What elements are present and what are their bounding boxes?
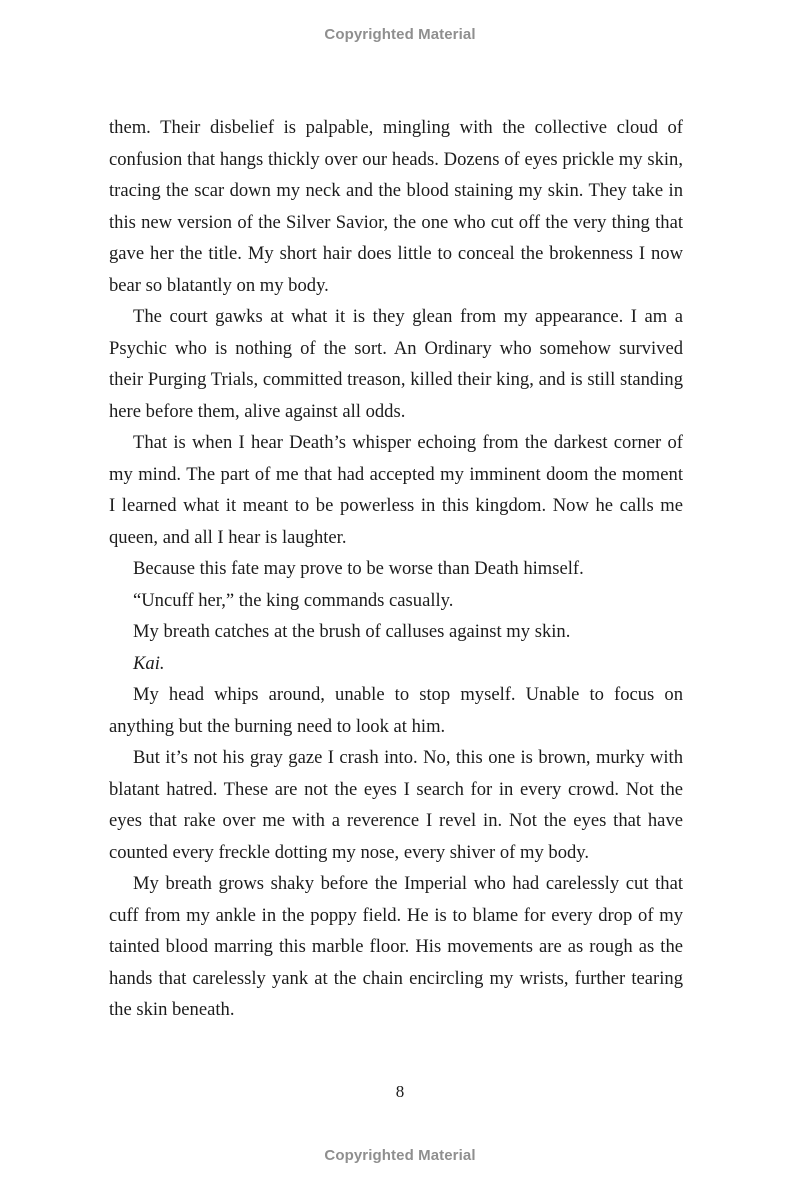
paragraph-8: My head whips around, unable to stop myself. Unable to focus on anything but the burning need to look at him. bbox=[109, 684, 683, 737]
copyright-watermark-bottom: Copyrighted Material bbox=[324, 1147, 476, 1164]
paragraph-10: My breath grows shaky before the Imperial who had carelessly cut that cuff from my ankle in the poppy field. He is to blame for every drop of my tainted blood marring this marble floor. His movements are as rough as the hands that carelessly yank at the chain encircling my wrists, further tearing the skin beneath. bbox=[109, 873, 683, 1020]
page-number: 8 bbox=[395, 1082, 405, 1101]
paragraph-3: That is when I hear Death’s whisper echoing from the darkest corner of my mind. The part of me that had accepted my imminent doom the moment I learned what it meant to be powerless in this kingdom. Now he calls me queen, and all I hear is laughter. bbox=[109, 432, 683, 548]
page-body-text bbox=[109, 112, 683, 1026]
copyright-watermark-top: Copyrighted Material bbox=[324, 26, 476, 43]
italic-name-kai: Kai. bbox=[133, 652, 165, 674]
paragraph-2: The court gawks at what it is they glean from my appearance. I am a Psychic who is nothing of the sort. An Ordinary who somehow survived their Purging Trials, committed treason, killed their king, and is still standing here before them, alive against all odds. bbox=[109, 306, 683, 422]
paragraph-5: “Uncuff her,” the king commands casually. bbox=[133, 589, 454, 611]
paragraph-9: But it’s not his gray gaze I crash into. No, this one is brown, murky with blatant hatred. These are not the eyes I search for in every crowd. Not the eyes that rake over me with a reverence I revel in. Not the eyes that have counted every freckle dotting my nose, every shiver of my body. bbox=[109, 747, 683, 863]
paragraph-7 bbox=[109, 648, 683, 680]
paragraph-4: Because this fate may prove to be worse than Death himself. bbox=[133, 558, 584, 579]
paragraph-6: My breath catches at the brush of calluses against my skin. bbox=[133, 621, 571, 642]
paragraph-1: them. Their disbelief is palpable, mingling with the collective cloud of confusion that hangs thickly over our heads. Dozens of eyes prickle my skin, tracing the scar down my neck and the blood staining my skin. They take in this new version of the Silver Savior, the one who cut off the very thing that gave her the title. My short hair does little to conceal the brokenness I now bear so blatantly on my body. bbox=[109, 117, 683, 296]
